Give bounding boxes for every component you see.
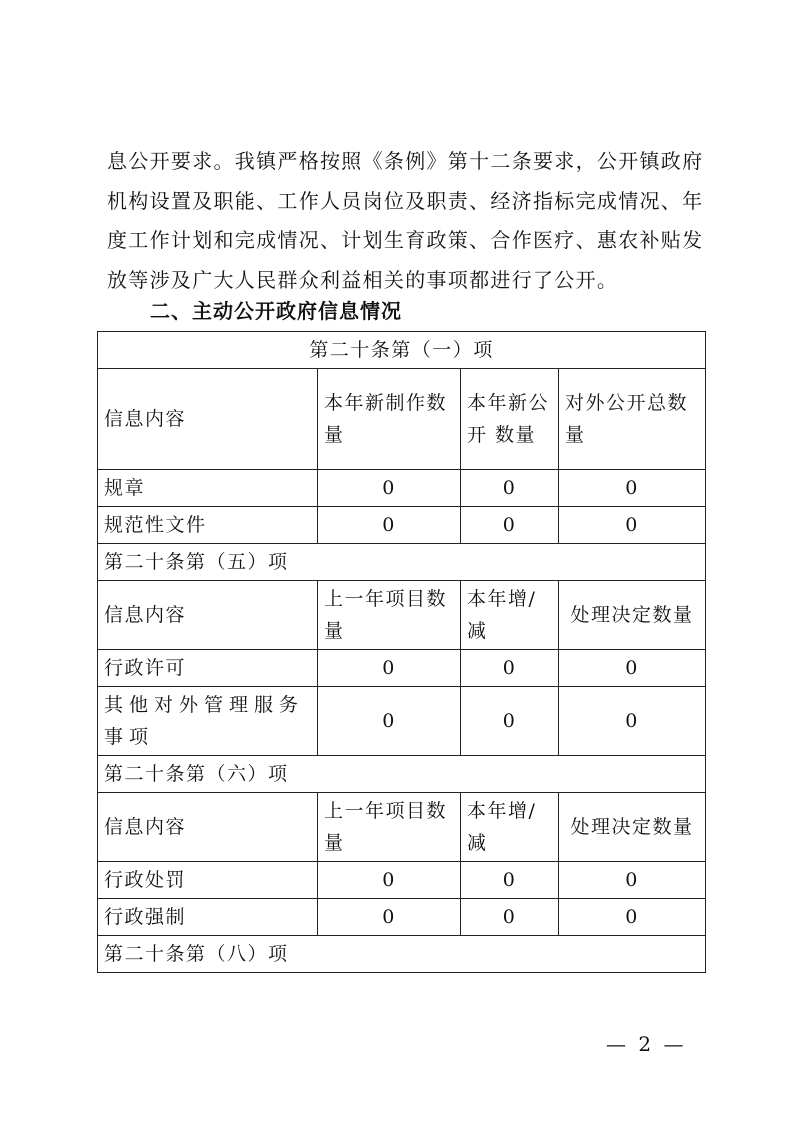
- header-info-content: 信息内容: [98, 581, 318, 650]
- header-new-published-count: 本年新公 开 数量: [461, 369, 559, 470]
- table-header-row: [98, 793, 706, 862]
- row-value: 0: [559, 862, 706, 899]
- header-decision-count: 处理决定数量: [559, 793, 706, 862]
- table-row: [98, 507, 706, 544]
- row-value: 0: [461, 687, 559, 756]
- row-value: 0: [461, 650, 559, 687]
- body-paragraph: [107, 142, 703, 300]
- paragraph-line: 机构设置及职能、工作人员岗位及职责、经济指标完成情况、年: [107, 188, 704, 213]
- paragraph-line: 度工作计划和完成情况、计划生育政策、合作医疗、惠农补贴发: [107, 228, 704, 252]
- header-prev-year-count: 上一年项目数量: [318, 581, 461, 650]
- row-value: 0: [318, 862, 461, 899]
- row-value: 0: [559, 650, 706, 687]
- row-value: 0: [461, 899, 559, 936]
- section-header-row: [98, 936, 706, 973]
- row-label: 其他对外管理服务事项: [98, 687, 318, 756]
- row-value: 0: [461, 507, 559, 544]
- header-info-content: 信息内容: [98, 793, 318, 862]
- header-change: 本年增/减: [461, 793, 559, 862]
- table-row: [98, 687, 706, 756]
- header-decision-count: 处理决定数量: [559, 581, 706, 650]
- row-value: 0: [461, 470, 559, 507]
- row-label: 行政许可: [98, 650, 318, 687]
- row-value: 0: [461, 862, 559, 899]
- row-label: 行政强制: [98, 899, 318, 936]
- row-value: 0: [559, 470, 706, 507]
- page-number: — 2 —: [606, 1032, 687, 1056]
- section-title-cell: 第二十条第（一）项: [98, 332, 706, 369]
- disclosure-table: [97, 331, 706, 973]
- header-new-made-count: 本年新制作数量: [318, 369, 461, 470]
- header-info-content: 信息内容: [98, 369, 318, 470]
- row-value: 0: [318, 687, 461, 756]
- row-value: 0: [318, 470, 461, 507]
- section-title-cell: 第二十条第（六）项: [98, 756, 706, 793]
- table-row: [98, 650, 706, 687]
- row-value: 0: [559, 899, 706, 936]
- paragraph-line: 放等涉及广大人民群众利益相关的事项都进行了公开。: [107, 267, 619, 292]
- header-total-published-count: 对外公开总数量: [559, 369, 706, 470]
- table-header-row: [98, 581, 706, 650]
- header-change: 本年增/减: [461, 581, 559, 650]
- row-label: 规章: [98, 470, 318, 507]
- row-value: 0: [559, 507, 706, 544]
- section-header-row: [98, 756, 706, 793]
- section-title: 二、主动公开政府信息情况: [150, 299, 402, 323]
- row-label: 行政处罚: [98, 862, 318, 899]
- row-value: 0: [318, 650, 461, 687]
- row-value: 0: [318, 899, 461, 936]
- table-row: [98, 470, 706, 507]
- section-title-cell: 第二十条第（八）项: [98, 936, 706, 973]
- row-label: 规范性文件: [98, 507, 318, 544]
- section-title-cell: 第二十条第（五）项: [98, 544, 706, 581]
- row-value: 0: [318, 507, 461, 544]
- section-header-row: [98, 332, 706, 369]
- section-header-row: [98, 544, 706, 581]
- row-value: 0: [559, 687, 706, 756]
- table-row: [98, 862, 706, 899]
- paragraph-line: 息公开要求。我镇严格按照《条例》第十二条要求，公开镇政府: [107, 149, 704, 173]
- table-header-row: [98, 369, 706, 470]
- table-row: [98, 899, 706, 936]
- header-prev-year-count: 上一年项目数量: [318, 793, 461, 862]
